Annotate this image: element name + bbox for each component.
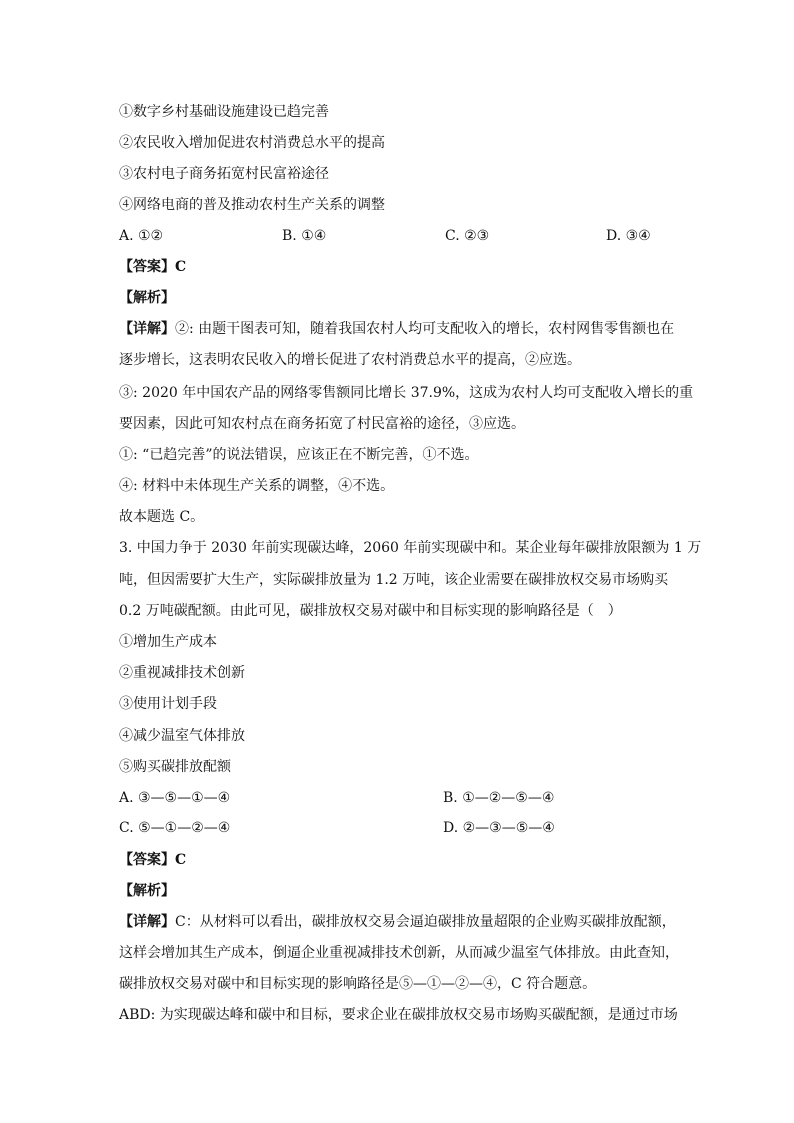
q2-detail-line-5: ①: “已趋完善”的说法错误，应该正在不断完善，①不选。 bbox=[119, 447, 479, 463]
q2-choice-b: B. ①④ bbox=[282, 228, 327, 244]
q3-stem-line-3: 0.2 万吨碳配额。由此可见，碳排放权交易对碳中和目标实现的影响路径是（ ） bbox=[119, 603, 622, 619]
q2-answer: 【答案】C bbox=[119, 259, 187, 275]
q3-option-4: ④减少温室气体排放 bbox=[119, 728, 245, 744]
q2-choice-d: D. ③④ bbox=[606, 228, 651, 244]
q3-detail-line-3: 碳排放权交易对碳中和目标实现的影响路径是⑤—①—②—④，C 符合题意。 bbox=[119, 976, 597, 992]
q2-detail-line-1 bbox=[119, 319, 679, 339]
q3-option-3: ③使用计划手段 bbox=[119, 696, 217, 712]
q3-option-5: ⑤购买碳排放配额 bbox=[119, 759, 231, 775]
q2-option-2: ②农民收入增加促进农村消费总水平的提高 bbox=[119, 135, 385, 151]
q3-option-1: ①增加生产成本 bbox=[119, 634, 217, 650]
q2-detail-line-3: ③: 2020 年中国农产品的网络零售额同比增长 37.9%，这成为农村人均可支配收入增长的重 bbox=[119, 385, 694, 401]
q2-detail-text-1: ②: 由题干图表可知，随着我国农村人均可支配收入的增长，农村网售零售额也在 bbox=[175, 321, 675, 337]
q3-detail-label: 【详解】 bbox=[119, 914, 175, 930]
q3-choice-a: A. ③—⑤—①—④ bbox=[119, 790, 231, 806]
q3-stem-line-2: 吨，但因需要扩大生产，实际碳排放量为 1.2 万吨，该企业需要在碳排放权交易市场购买 bbox=[119, 572, 669, 588]
q2-detail-line-7: 故本题选 C。 bbox=[119, 509, 205, 525]
q2-detail-line-4: 要因素，因此可知农村点在商务拓宽了村民富裕的途径，③应选。 bbox=[119, 416, 525, 432]
q2-choice-a: A. ①② bbox=[119, 228, 164, 244]
q2-choice-c: C. ②③ bbox=[445, 228, 490, 244]
q3-stem-line-1: 3. 中国力争于 2030 年前实现碳达峰，2060 年前实现碳中和。某企业每年碳排放限额为 1 万 bbox=[119, 540, 702, 556]
q3-detail-line-4: ABD: 为实现碳达峰和碳中和目标，要求企业在碳排放权交易市场购买碳配额，是通过市场 bbox=[119, 1007, 678, 1023]
q3-detail-line-1 bbox=[119, 912, 679, 932]
q3-option-2: ②重视减排技术创新 bbox=[119, 665, 245, 681]
q2-option-4: ④网络电商的普及推动农村生产关系的调整 bbox=[119, 197, 385, 213]
q2-option-3: ③农村电子商务拓宽村民富裕途径 bbox=[119, 166, 329, 182]
q2-option-1: ①数字乡村基础设施建设已趋完善 bbox=[119, 104, 329, 120]
q3-choice-c: C. ⑤—①—②—④ bbox=[119, 820, 231, 836]
q2-analysis-label: 【解析】 bbox=[119, 290, 175, 306]
q2-detail-line-6: ④: 材料中未体现生产关系的调整，④不选。 bbox=[119, 478, 395, 494]
q3-detail-line-2: 这样会增加其生产成本，倒逼企业重视减排技术创新，从而减少温室气体排放。由此查知， bbox=[119, 945, 679, 961]
q3-answer: 【答案】C bbox=[119, 852, 187, 868]
q3-choice-d: D. ②—③—⑤—④ bbox=[443, 820, 555, 836]
q3-detail-text-1: C：从材料可以看出，碳排放权交易会逼迫碳排放量超限的企业购买碳排放配额， bbox=[175, 914, 676, 930]
q3-choice-b: B. ①—②—⑤—④ bbox=[443, 790, 555, 806]
q3-analysis-label: 【解析】 bbox=[119, 883, 175, 899]
q2-detail-line-2: 逐步增长，这表明农民收入的增长促进了农村消费总水平的提高，②应选。 bbox=[119, 352, 581, 368]
q2-detail-label: 【详解】 bbox=[119, 321, 175, 337]
